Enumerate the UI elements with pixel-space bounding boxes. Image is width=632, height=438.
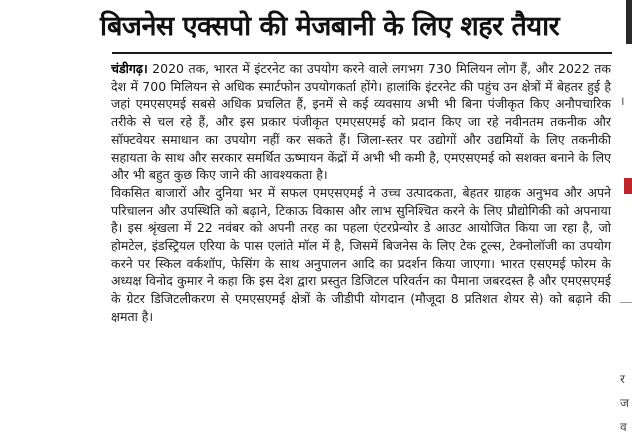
article-paragraph-1: [111, 60, 611, 184]
adjacent-column-bar: [626, 0, 632, 44]
adjacent-glyph-2: र: [620, 372, 625, 386]
headline-rule: [112, 52, 612, 54]
adjacent-glyph-1: ।: [620, 94, 625, 108]
article-body: [111, 60, 611, 326]
adjacent-divider: [620, 302, 632, 303]
article-paragraph-1-text: 2020 तक, भारत में इंटरनेट का उपयोग करने वाले लगभग 730 मिलियन लोग हैं, और 2022 तक देश में 700 मिलियन से अधिक स्मार्टफोन उपयोगकर्ता होंगे। हालांकि इंटरनेट की पहुंच उन क्षेत्रों में बेहतर हुई है जहां एमएसएमई सबसे अधिक प्रचलित हैं, इनमें से कई व्यवसाय अभी भी बिना पंजीकृत किए अनौपचारिक तरीके से चल रहे हैं, और इस प्रकार पंजीकृत एमएसएमई को प्रदान किए जा रहे नवीनतम तकनीक और सॉफ्टवेयर समाधान का उपयोग नहीं कर सकते हैं। जिला-स्तर पर उद्योगों और उद्यमियों के लिए तकनीकी सहायता के साथ और सरकार समर्थित ऊष्मायन केंद्रों में अभी भी कमी है, एमएसएमई को सशक्त बनाने के लिए और भी बहुत कुछ किए जाने की आवश्यकता है।: [111, 61, 611, 183]
article-paragraph-2: विकसित बाजारों और दुनिया भर में सफल एमएसएमई ने उच्च उत्पादकता, बेहतर ग्राहक अनुभव और अपने परिचालन और उपस्थिति को बढ़ाने, टिकाऊ विकास और लाभ सुनिश्चित करने के लिए प्रौद्योगिकी को अपनाया है। इस श्रृंखला में 22 नवंबर को अपनी तरह का पहला एंटरप्रेन्योर डे आउट आयोजित किया जा रहा है, जो होमटेल, इंडस्ट्रियल एरिया के पास एलांते मॉल में है, जिसमें बिजनेस के लिए टेक टूल्स, टेक्नोलॉजी का उपयोग करने पर स्किल वर्कशॉप, फेसिंग के साथ अनुपालन आदि का प्रदर्शन किया जाएगा। भारत एसएमई फोरम के अध्यक्ष विनोद कुमार ने कहा कि इस देश द्वारा प्रस्तुत डिजिटल परिवर्तन का पैमाना जबरदस्त है और एमएसएमई के ग्रेटर डिजिटलीकरण से एमएसएमई क्षेत्रों के जीडीपी योगदान (मौजूदा 8 प्रतिशत शेयर से) को बढ़ाने की क्षमता है।: [111, 184, 611, 324]
article-headline: बिजनेस एक्सपो की मेजबानी के लिए शहर तैयार: [100, 11, 560, 42]
article-dateline: चंडीगढ़।: [111, 61, 148, 76]
adjacent-glyph-3: ज: [620, 396, 629, 410]
adjacent-glyph-4: व: [620, 420, 627, 434]
adjacent-red-marker: [624, 178, 632, 194]
